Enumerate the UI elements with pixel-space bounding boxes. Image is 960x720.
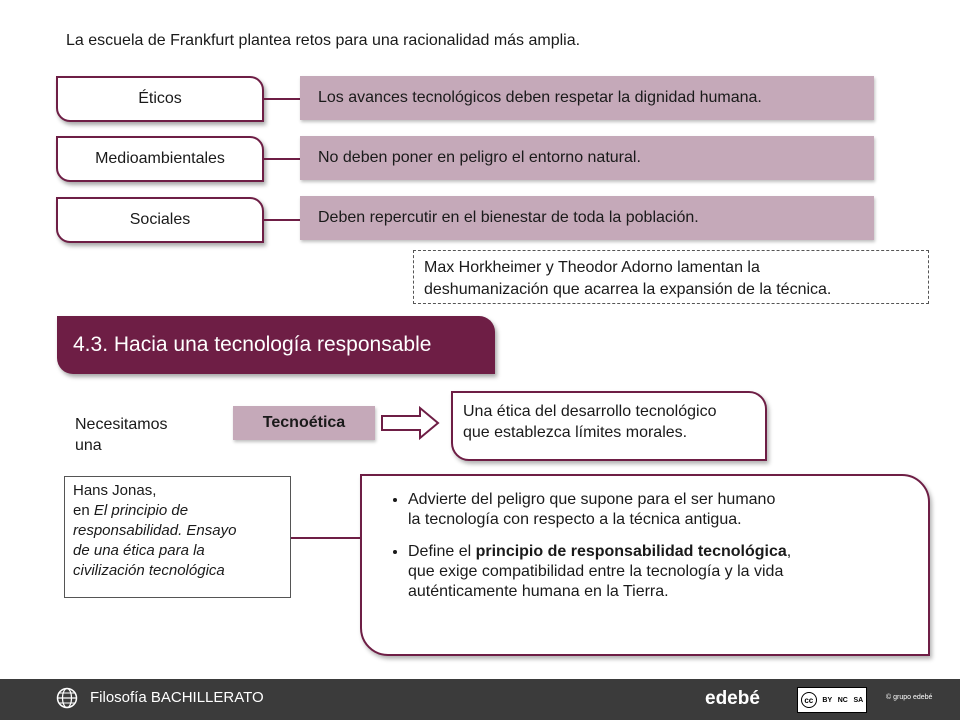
connector: [264, 98, 304, 100]
bullet-bold-text: principio de responsabilidad tecnológica: [475, 543, 787, 560]
bullet-text: ,: [786, 543, 792, 560]
hans-jonas-box: [64, 476, 291, 598]
connector: [264, 219, 304, 221]
tab-sociales: [56, 197, 264, 243]
work-prefix: en: [73, 502, 94, 519]
sa-icon: SA: [853, 696, 864, 704]
work-line: [73, 541, 282, 561]
quote-line: deshumanización que acarrea la expansión de la técnica.: [424, 281, 832, 298]
definition-line: Una ética del desarrollo tecnológico: [463, 403, 717, 420]
need-line: Necesitamos: [75, 416, 168, 433]
tab-label: Medioambientales: [95, 150, 225, 167]
work-title: El principio de: [93, 502, 189, 519]
tecnoetica-label: [233, 406, 375, 440]
challenge-text: Deben repercutir en el bienestar de toda la población.: [318, 209, 699, 226]
by-icon: BY: [822, 696, 833, 704]
challenge-bar-medioambientales: [300, 136, 874, 180]
bullet-text: Advierte del peligro que supone para el ser humano: [408, 491, 776, 508]
brand-logo: edebé: [705, 688, 760, 709]
challenge-bar-eticos: [300, 76, 874, 120]
list-item: [408, 542, 908, 602]
jonas-ideas-box: [360, 474, 930, 656]
right-arrow-icon: [380, 405, 442, 441]
challenge-bar-sociales: [300, 196, 874, 240]
footer-bar: [0, 679, 960, 720]
work-title: responsabilidad. Ensayo: [73, 522, 237, 539]
tab-label: Sociales: [129, 211, 191, 228]
work-line: [73, 501, 282, 521]
need-text: [75, 414, 167, 456]
tab-eticos: [56, 76, 264, 122]
connector: [264, 158, 304, 160]
definition-line: que establezca límites morales.: [463, 424, 688, 441]
tecnoetica-text: Tecnoética: [262, 414, 346, 431]
cc-icon: cc: [801, 692, 817, 708]
work-title: de una ética para la: [73, 542, 205, 559]
challenge-text: Los avances tecnológicos deben respetar la dignidad humana.: [318, 89, 762, 106]
bullet-text: Define el: [408, 543, 476, 560]
bullet-text: que exige compatibilidad entre la tecnología y la vida: [408, 563, 784, 580]
challenge-text: No deben poner en peligro el entorno natural.: [318, 149, 641, 166]
work-line: [73, 521, 282, 541]
bullet-text: auténticamente humana en la Tierra.: [408, 583, 669, 600]
tab-label: Éticos: [138, 90, 182, 107]
cc-license-badge[interactable]: [797, 687, 867, 713]
frankfurt-quote: [413, 250, 929, 304]
connector: [291, 537, 363, 539]
section-title-text: 4.3. Hacia una tecnología responsable: [73, 333, 432, 356]
tab-medioambientales: [56, 136, 264, 182]
quote-line: Max Horkheimer y Theodor Adorno lamentan la: [424, 259, 760, 276]
author-name: Hans Jonas,: [73, 482, 157, 499]
need-line: una: [75, 437, 102, 454]
bullet-text: la tecnología con respecto a la técnica antigua.: [408, 511, 742, 528]
nc-icon: NC: [837, 696, 848, 704]
work-line: [73, 561, 282, 581]
definition-box: [451, 391, 767, 461]
work-title: civilización tecnológica: [73, 562, 225, 579]
course-name: Filosofía BACHILLERATO: [90, 689, 264, 706]
globe-icon: [56, 687, 78, 709]
section-title: [57, 316, 495, 374]
copyright: © grupo edebé: [886, 694, 933, 701]
ideas-list: [382, 490, 908, 602]
list-item: [408, 490, 908, 530]
intro-text: La escuela de Frankfurt plantea retos para una racionalidad más amplia.: [66, 32, 581, 49]
